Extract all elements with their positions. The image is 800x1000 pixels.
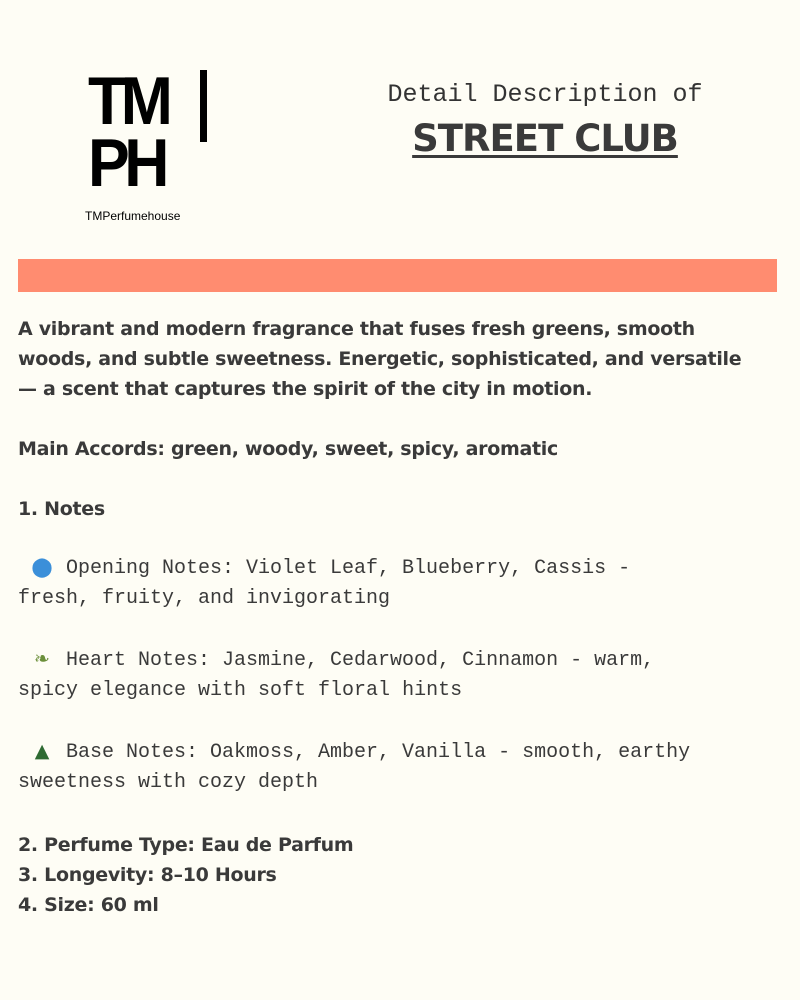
herb-icon: ❧: [34, 648, 50, 670]
notes-heading: 1. Notes: [18, 498, 105, 520]
heart-notes-line-1: Heart Notes: Jasmine, Cedarwood, Cinnamon - warm,: [66, 649, 655, 672]
base-notes-line-2: sweetness with cozy depth: [18, 771, 319, 794]
longevity: 3. Longevity: 8–10 Hours: [18, 864, 277, 886]
description-body: [18, 314, 778, 920]
page-subtitle: Detail Description of: [387, 80, 703, 109]
logo-brand-name: TMPerfumehouse: [85, 209, 181, 223]
logo-line-2: PH: [88, 125, 164, 201]
brand-logo: [84, 63, 214, 230]
accent-divider: [18, 259, 777, 292]
droplet-icon: ⬤: [31, 556, 53, 578]
description-line: woods, and subtle sweetness. Energetic, sophisticated, and versatile: [18, 348, 742, 370]
evergreen-tree-icon: ▲: [34, 740, 50, 762]
page-header: [360, 78, 730, 162]
opening-notes-line-2: fresh, fruity, and invigorating: [18, 587, 391, 610]
heart-notes-line-2: spicy elegance with soft floral hints: [18, 679, 463, 702]
logo-letters: [88, 63, 168, 201]
main-accords: Main Accords: green, woody, sweet, spicy, aromatic: [18, 438, 558, 460]
description-line: A vibrant and modern fragrance that fuses fresh greens, smooth: [18, 318, 695, 340]
base-notes-line-1: Base Notes: Oakmoss, Amber, Vanilla - smooth, earthy: [66, 741, 691, 764]
logo-accent-bar: [200, 70, 207, 142]
opening-notes: [18, 552, 778, 584]
opening-notes-line-1: Opening Notes: Violet Leaf, Blueberry, Cassis -: [66, 557, 631, 580]
size: 4. Size: 60 ml: [18, 894, 159, 916]
logo-line-1: TM: [88, 63, 168, 139]
page-title: STREET CLUB: [412, 117, 678, 160]
base-notes: [18, 736, 778, 768]
description-line: — a scent that captures the spirit of the city in motion.: [18, 378, 593, 400]
perfume-type: 2. Perfume Type: Eau de Parfum: [18, 834, 354, 856]
heart-notes: [18, 644, 778, 676]
